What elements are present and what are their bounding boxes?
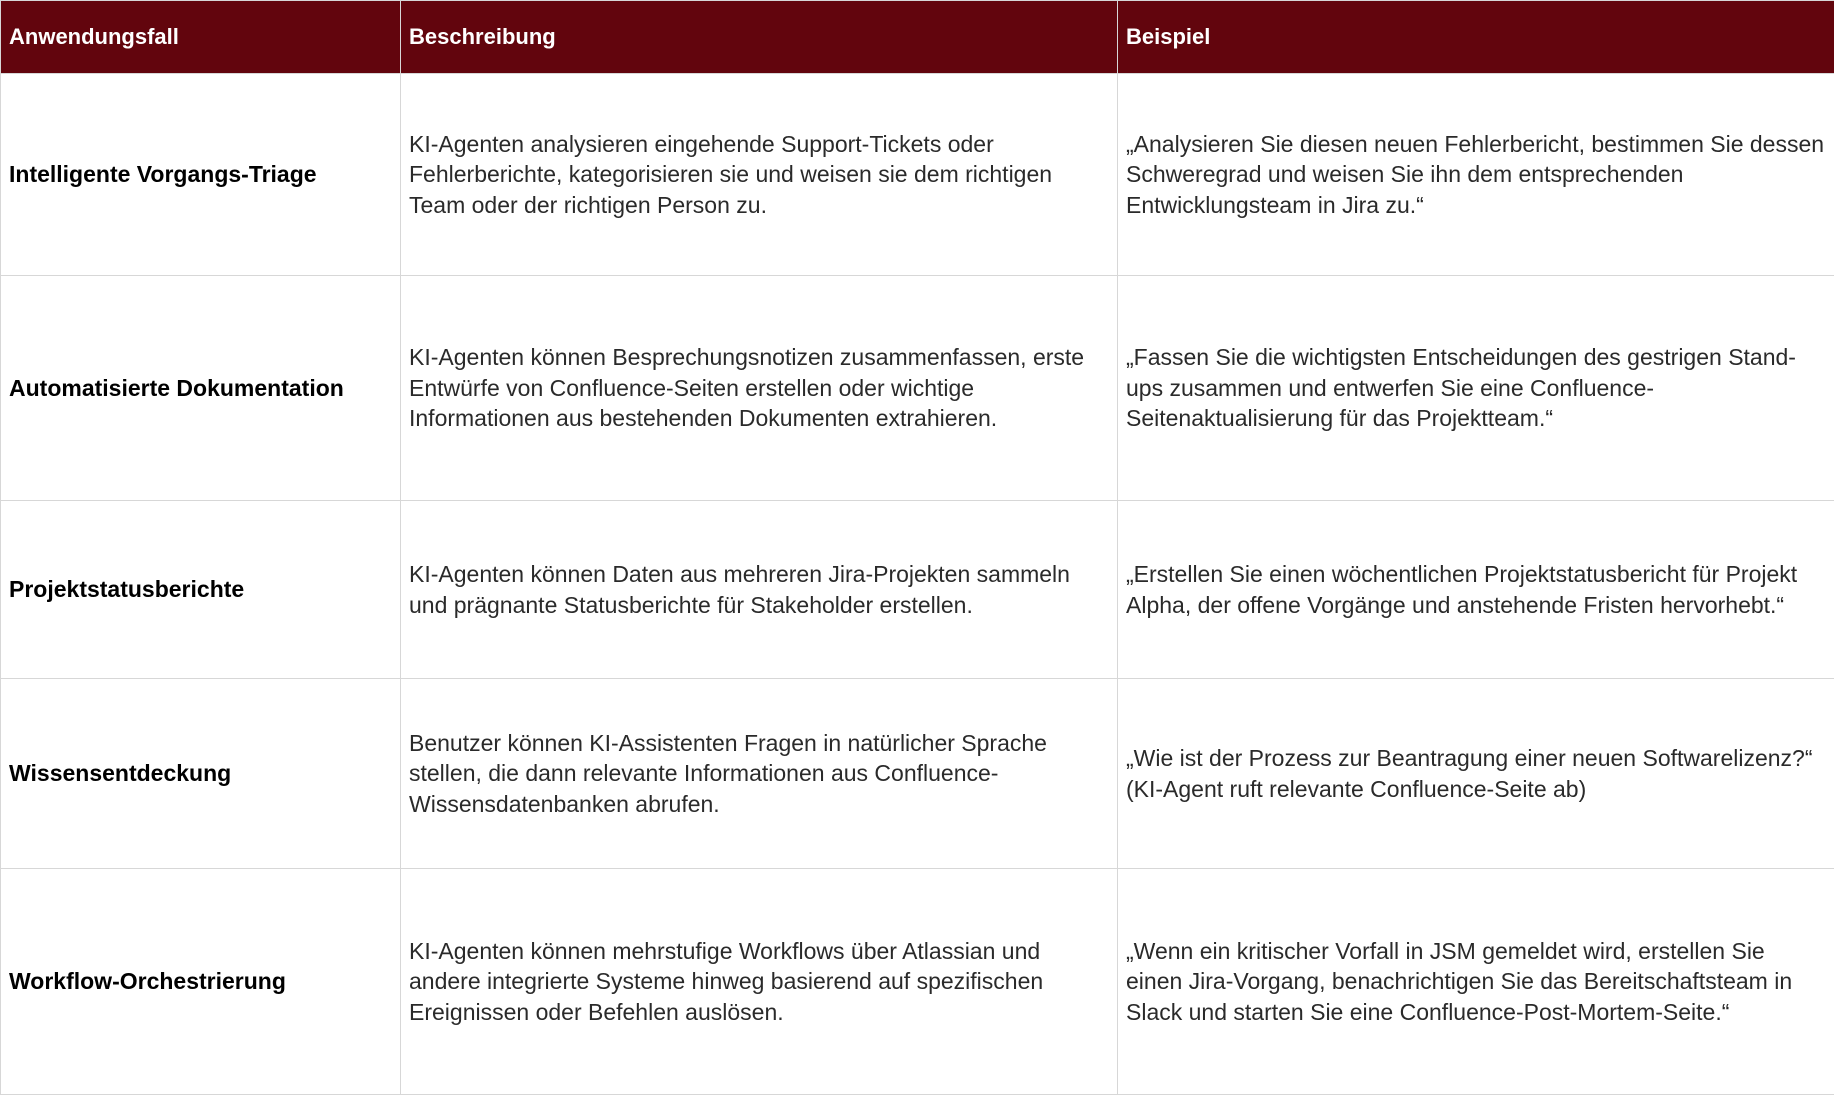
use-case-cell: Automatisierte Dokumentation bbox=[1, 276, 401, 501]
table-row bbox=[1, 679, 1834, 869]
example-cell: „Wenn ein kritischer Vorfall in JSM gemeldet wird, erstellen Sie einen Jira-Vorgang, benachrichtigen Sie das Bereitschaftsteam in Slack und starten Sie eine Confluence-Post-Mortem-Seite.“ bbox=[1118, 869, 1834, 1095]
header-beispiel: Beispiel bbox=[1118, 1, 1834, 74]
table-row bbox=[1, 501, 1834, 679]
use-case-cell: Projektstatusberichte bbox=[1, 501, 401, 679]
description-cell: KI-Agenten können Besprechungsnotizen zusammenfassen, erste Entwürfe von Confluence-Seiten erstellen oder wichtige Informationen aus bestehenden Dokumenten extrahieren. bbox=[401, 276, 1118, 501]
table-row bbox=[1, 74, 1834, 276]
example-cell: „Wie ist der Prozess zur Beantragung einer neuen Softwarelizenz?“ (KI-Agent ruft relevante Confluence-Seite ab) bbox=[1118, 679, 1834, 869]
description-cell: Benutzer können KI-Assistenten Fragen in natürlicher Sprache stellen, die dann relevante Informationen aus Confluence-Wissensdatenbanken abrufen. bbox=[401, 679, 1118, 869]
example-cell: „Erstellen Sie einen wöchentlichen Projektstatusbericht für Projekt Alpha, der offene Vorgänge und anstehende Fristen hervorhebt.“ bbox=[1118, 501, 1834, 679]
table-row bbox=[1, 869, 1834, 1095]
table-body bbox=[1, 74, 1834, 1095]
use-case-cell: Workflow-Orchestrierung bbox=[1, 869, 401, 1095]
description-cell: KI-Agenten können mehrstufige Workflows über Atlassian und andere integrierte Systeme hinweg basierend auf spezifischen Ereignissen oder Befehlen auslösen. bbox=[401, 869, 1118, 1095]
use-case-cell: Intelligente Vorgangs-Triage bbox=[1, 74, 401, 276]
description-cell: KI-Agenten analysieren eingehende Support-Tickets oder Fehlerberichte, kategorisieren sie und weisen sie dem richtigen Team oder der richtigen Person zu. bbox=[401, 74, 1118, 276]
header-row bbox=[1, 1, 1834, 74]
example-cell: „Analysieren Sie diesen neuen Fehlerbericht, bestimmen Sie dessen Schweregrad und weisen Sie ihn dem entsprechenden Entwicklungsteam in Jira zu.“ bbox=[1118, 74, 1834, 276]
header-anwendungsfall: Anwendungsfall bbox=[1, 1, 401, 74]
example-cell: „Fassen Sie die wichtigsten Entscheidungen des gestrigen Stand-ups zusammen und entwerfen Sie eine Confluence-Seitenaktualisierung für das Projektteam.“ bbox=[1118, 276, 1834, 501]
table-header bbox=[1, 1, 1834, 74]
header-beschreibung: Beschreibung bbox=[401, 1, 1118, 74]
table-row bbox=[1, 276, 1834, 501]
description-cell: KI-Agenten können Daten aus mehreren Jira-Projekten sammeln und prägnante Statusberichte für Stakeholder erstellen. bbox=[401, 501, 1118, 679]
use-case-cell: Wissensentdeckung bbox=[1, 679, 401, 869]
